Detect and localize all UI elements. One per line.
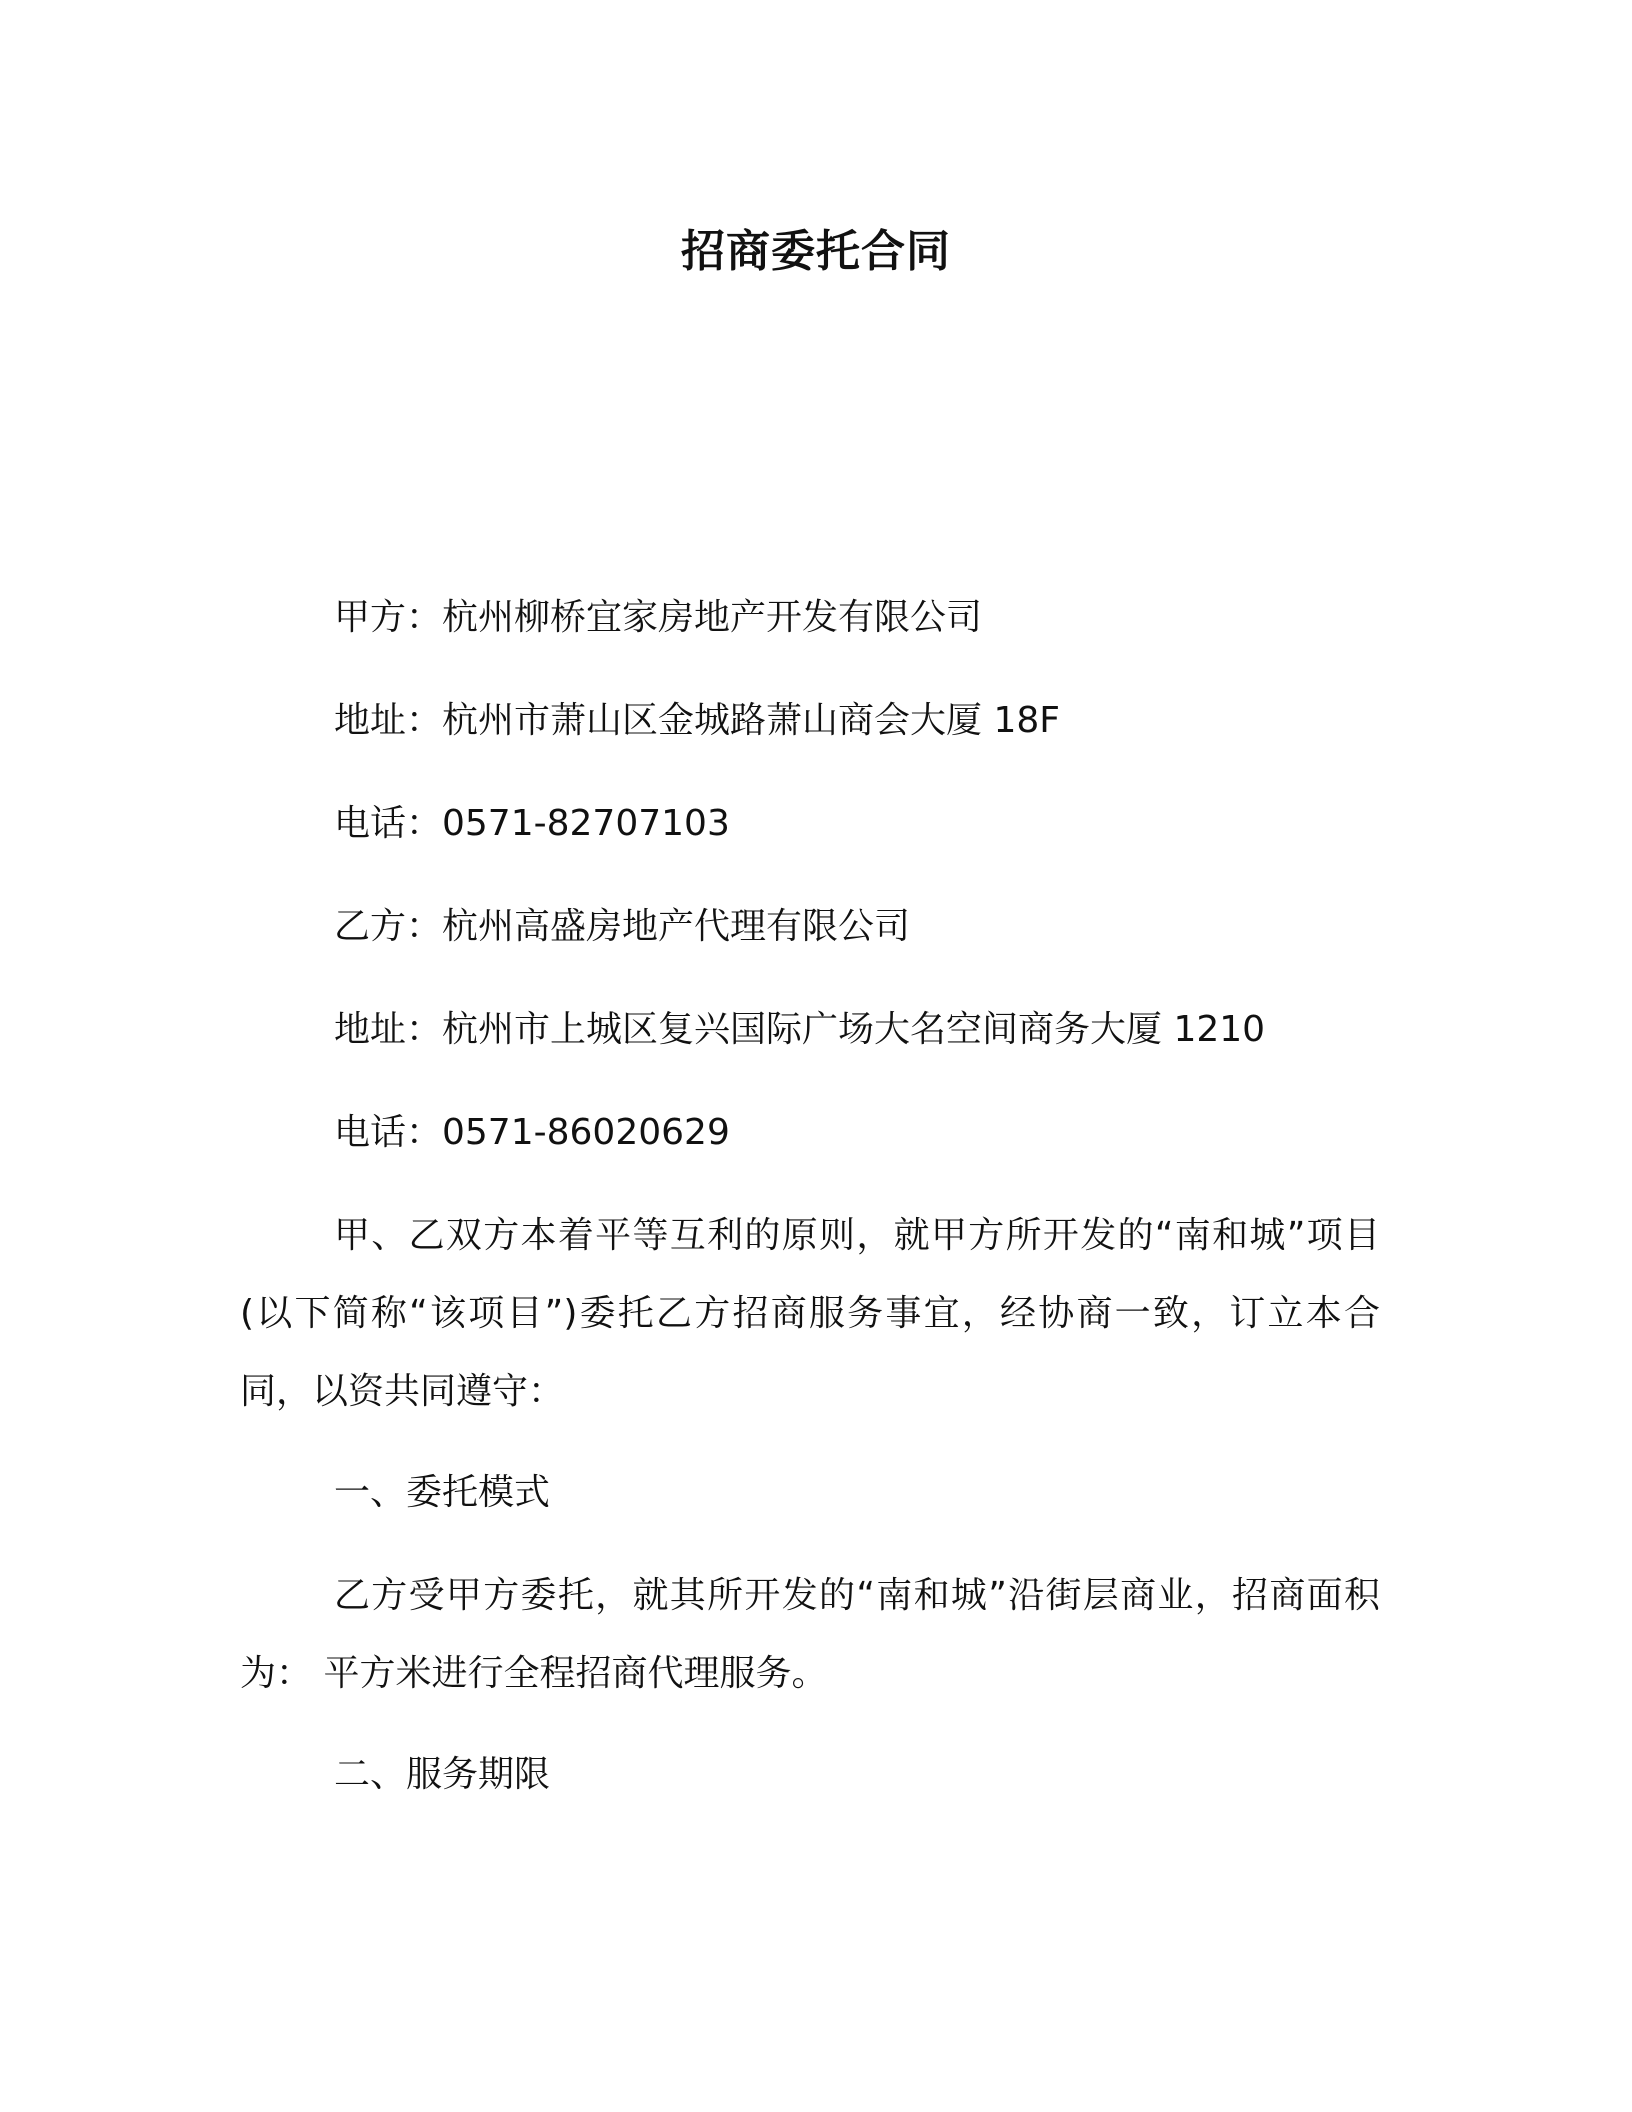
- party-a-address: 地址：杭州市萧山区金城路萧山商会大厦 18F: [334, 700, 1060, 741]
- party-b-address: 地址：杭州市上城区复兴国际广场大名空间商务大厦 1210: [334, 1009, 1266, 1050]
- intro-paragraph: 甲、乙双方本着平等互利的原则，就甲方所开发的“南和城”项目(以下简称“该项目”)委托乙方招商服务事宜，经协商一致，订立本合同，以资共同遵守：: [240, 1215, 1380, 1412]
- section-1-heading: 一、委托模式: [334, 1472, 551, 1513]
- section-2-heading: 二、服务期限: [334, 1754, 551, 1795]
- party-b-phone: 电话：0571-86020629: [334, 1112, 730, 1153]
- party-a-name: 甲方：杭州柳桥宜家房地产开发有限公司: [334, 597, 983, 638]
- party-a-phone: 电话：0571-82707103: [334, 803, 730, 844]
- document-title: 招商委托合同: [681, 226, 951, 277]
- section-1-body: 乙方受甲方委托，就其所开发的“南和城”沿街层商业，招商面积为： 平方米进行全程招商代理服务。: [240, 1575, 1380, 1694]
- party-b-name: 乙方：杭州高盛房地产代理有限公司: [334, 906, 911, 947]
